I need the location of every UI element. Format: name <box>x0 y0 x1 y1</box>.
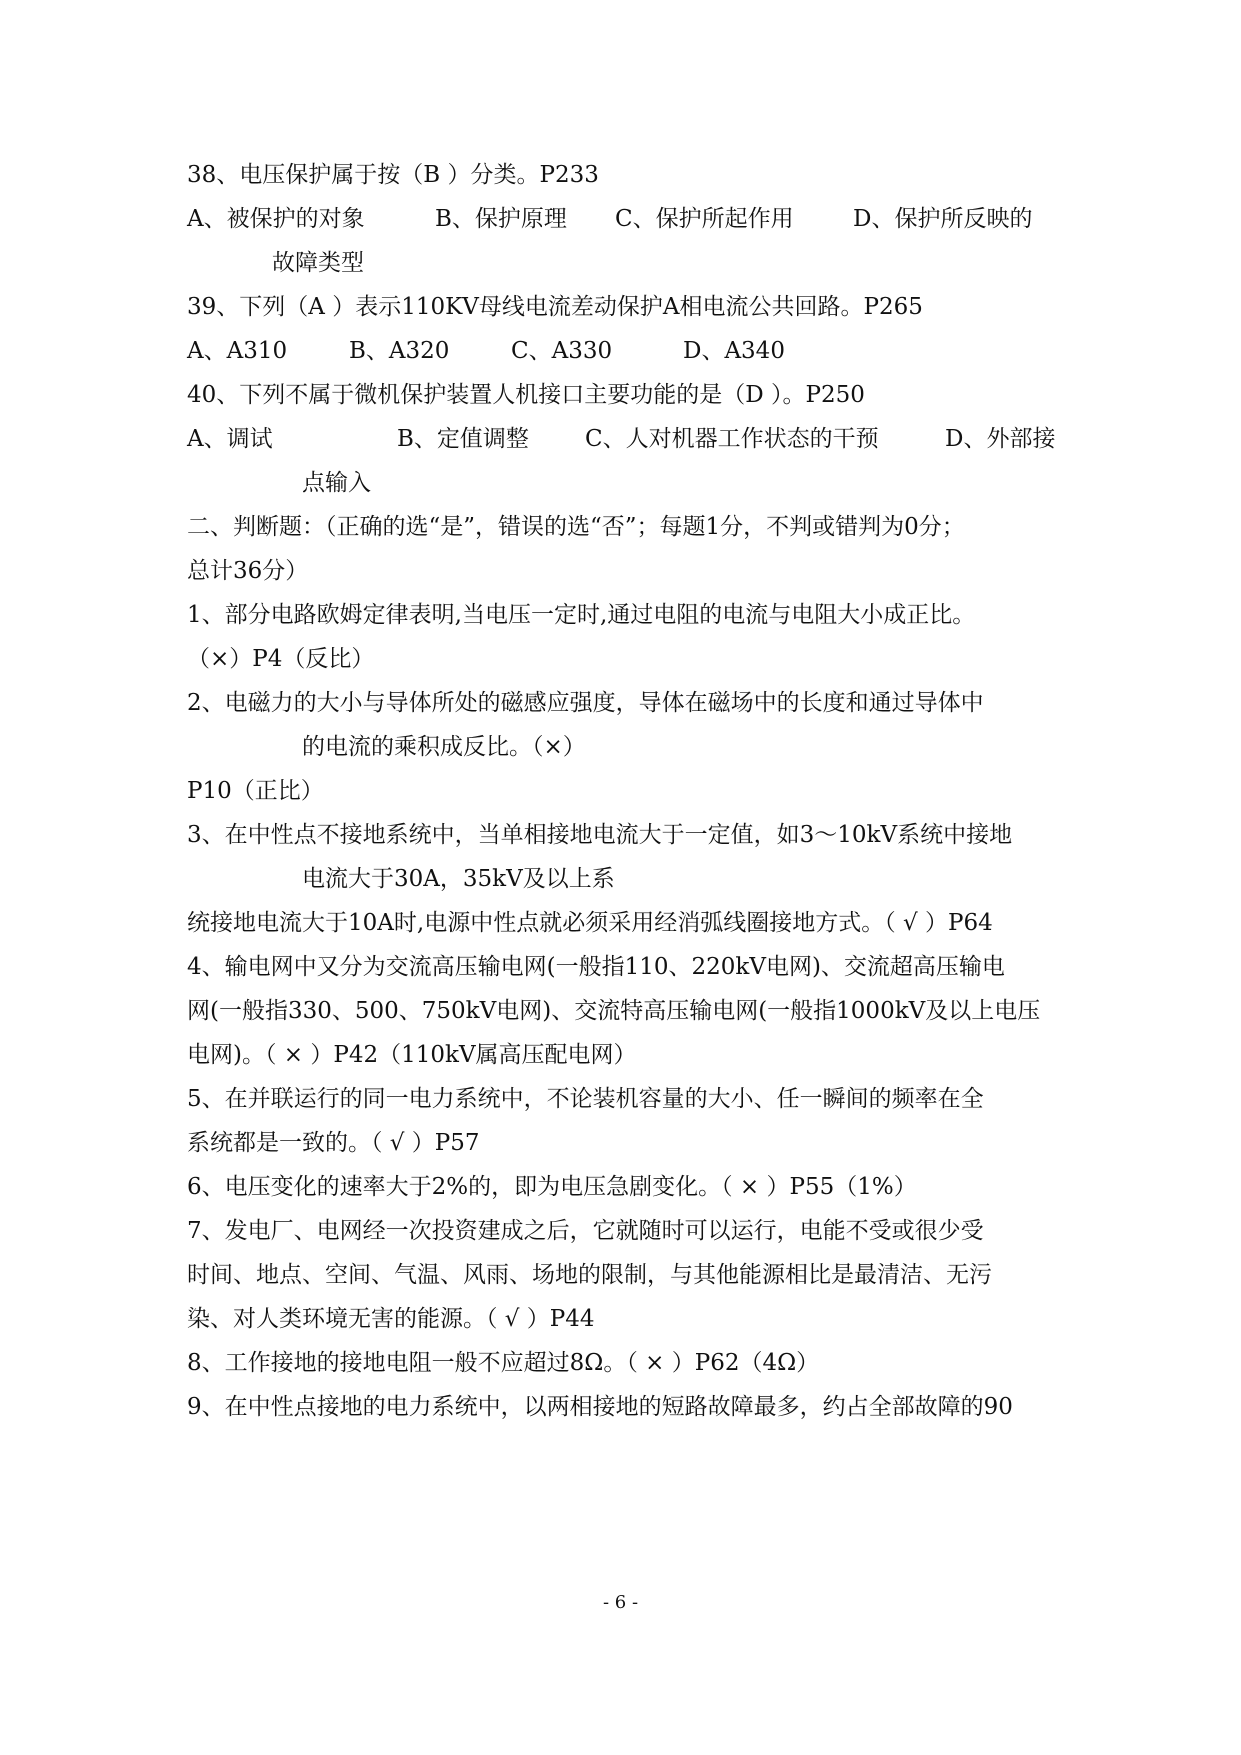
tf-item-7-continuation: 时间、地点、空间、气温、风雨、场地的限制，与其他能源相比是最清洁、无污 <box>187 1262 992 1288</box>
tf-item-3-continuation: 电流大于30A，35kV及以上系 <box>302 866 615 892</box>
q38-option-continuation: 故障类型 <box>272 250 364 276</box>
section-heading: 二、判断题：（正确的选“是”，错误的选“否”；每题1分，不判或错判为0分； <box>187 514 965 540</box>
q40-option-b: B、定值调整 <box>397 426 529 452</box>
q38-stem: 38、电压保护属于按（B ）分类。P233 <box>187 162 599 188</box>
q38-options <box>187 202 1067 236</box>
tf-item-7-answer: 染、对人类环境无害的能源。（ √ ）P44 <box>187 1306 595 1332</box>
section-heading-continuation: 总计36分） <box>187 558 309 584</box>
q38-option-d: D、保护所反映的 <box>853 206 1033 232</box>
q38-option-b: B、保护原理 <box>435 206 567 232</box>
q39-option-a: A、A310 <box>187 338 288 364</box>
q39-option-d: D、A340 <box>683 338 785 364</box>
q40-option-continuation: 点输入 <box>302 470 371 496</box>
q39-option-c: C、A330 <box>511 338 613 364</box>
q39-stem: 39、下列（A ）表示110KV母线电流差动保护A相电流公共回路。P265 <box>187 294 923 320</box>
tf-item-3: 3、在中性点不接地系统中，当单相接地电流大于一定值，如3～10kV系统中接地 <box>187 822 1013 848</box>
tf-item-7: 7、发电厂、电网经一次投资建成之后，它就随时可以运行，电能不受或很少受 <box>187 1218 984 1244</box>
tf-item-3-answer: 统接地电流大于10A时,电源中性点就必须采用经消弧线圈接地方式。（ √ ）P64 <box>187 910 993 936</box>
tf-item-2: 2、电磁力的大小与导体所处的磁感应强度，导体在磁场中的长度和通过导体中 <box>187 690 984 716</box>
q39-option-b: B、A320 <box>349 338 450 364</box>
q40-stem: 40、下列不属于微机保护装置人机接口主要功能的是（D ）。P250 <box>187 382 865 408</box>
q39-options <box>187 334 887 368</box>
tf-item-5-answer: 系统都是一致的。（ √ ）P57 <box>187 1130 480 1156</box>
q40-options <box>187 422 1067 456</box>
tf-item-4-answer: 电网)。（ × ）P42（110kV属高压配电网） <box>187 1042 637 1068</box>
tf-item-2-answer: P10（正比） <box>187 778 324 804</box>
q40-option-a: A、调试 <box>187 426 273 452</box>
tf-item-9: 9、在中性点接地的电力系统中，以两相接地的短路故障最多，约占全部故障的90 <box>187 1394 1013 1420</box>
q40-option-d: D、外部接 <box>945 426 1056 452</box>
q38-option-a: A、被保护的对象 <box>187 206 365 232</box>
page-number: - 6 - <box>602 1592 639 1613</box>
tf-item-5: 5、在并联运行的同一电力系统中，不论装机容量的大小、任一瞬间的频率在全 <box>187 1086 984 1112</box>
tf-item-2-continuation: 的电流的乘积成反比。（×） <box>302 734 586 760</box>
tf-item-4: 4、输电网中又分为交流高压输电网(一般指110、220kV电网)、交流超高压输电 <box>187 954 1005 980</box>
tf-item-1-answer: （×）P4（反比） <box>187 646 375 672</box>
tf-item-1: 1、部分电路欧姆定律表明,当电压一定时,通过电阻的电流与电阻大小成正比。 <box>187 602 976 628</box>
tf-item-6: 6、电压变化的速率大于2%的，即为电压急剧变化。（ × ）P55（1%） <box>187 1174 917 1200</box>
q40-option-c: C、人对机器工作状态的干预 <box>585 426 879 452</box>
q38-option-c: C、保护所起作用 <box>615 206 794 232</box>
tf-item-4-continuation: 网(一般指330、500、750kV电网)、交流特高压输电网(一般指1000kV及以上电压 <box>187 998 1041 1024</box>
tf-item-8: 8、工作接地的接地电阻一般不应超过8Ω。（ × ）P62（4Ω） <box>187 1350 820 1376</box>
